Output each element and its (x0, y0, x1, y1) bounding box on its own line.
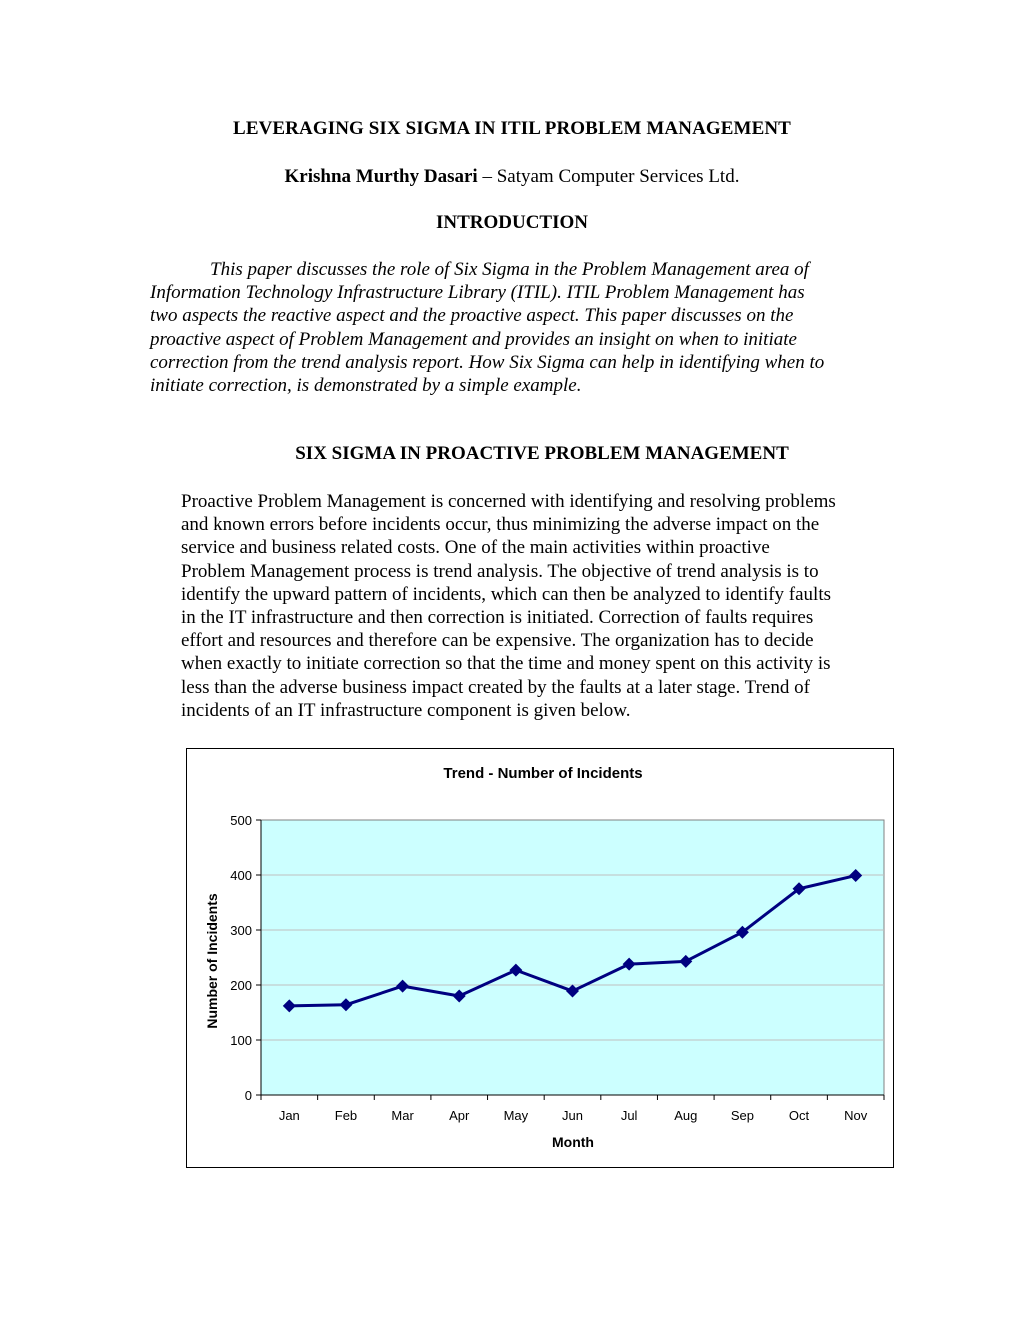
section-line: Problem Management process is trend analysis. The objective of trend analysis is to (181, 560, 819, 582)
author-line (0, 166, 1024, 188)
section-paragraph (181, 490, 881, 722)
y-tick-label: 500 (230, 813, 252, 828)
section-line: incidents of an IT infrastructure component is given below. (181, 699, 631, 721)
section-line: and known errors before incidents occur, thus minimizing the adverse impact on the (181, 514, 820, 536)
x-tick-label: Oct (788, 1108, 810, 1123)
intro-paragraph (150, 258, 880, 397)
x-axis-label: Month (552, 1134, 594, 1150)
chart-title: Trend - Number of Incidents (443, 765, 643, 782)
intro-line: correction from the trend analysis report. How Six Sigma can help in identifying when to (150, 351, 825, 373)
section-line: identify the upward pattern of incidents, which can then be analyzed to identify faults (181, 583, 832, 605)
section-heading: SIX SIGMA IN PROACTIVE PROBLEM MANAGEMENT (295, 443, 789, 464)
y-tick-label: 200 (230, 978, 252, 993)
intro-line: proactive aspect of Problem Management and provides an insight on when to initiate (150, 328, 797, 350)
plot-area (261, 820, 884, 1095)
section-line: when exactly to initiate correction so that the time and money spent on this activity is (181, 653, 831, 675)
x-tick-label: May (503, 1108, 529, 1123)
y-axis-label: Number of Incidents (204, 893, 220, 1029)
x-tick-label: Feb (334, 1108, 358, 1123)
x-tick-label: Aug (674, 1108, 698, 1123)
section-line: less than the adverse business impact created by the faults at a later stage. Trend of (181, 676, 810, 698)
y-tick-label: 300 (230, 923, 252, 938)
section-line: in the IT infrastructure and then correction is initiated. Correction of faults requires (181, 607, 814, 629)
x-tick-label: Jun (562, 1108, 583, 1123)
x-tick-label: Jul (620, 1108, 638, 1123)
y-tick-label: 100 (230, 1033, 252, 1048)
author-affiliation: – Satyam Computer Services Ltd. (477, 166, 740, 187)
x-tick-label: Apr (449, 1108, 470, 1123)
paper-title: LEVERAGING SIX SIGMA IN ITIL PROBLEM MANAGEMENT (233, 118, 791, 139)
x-tick-label: Jan (278, 1108, 300, 1123)
intro-heading: INTRODUCTION (435, 212, 589, 233)
intro-line: Information Technology Infrastructure Library (ITIL). ITIL Problem Management has (150, 282, 805, 304)
x-tick-label: Sep (730, 1108, 754, 1123)
intro-line: initiate correction, is demonstrated by a simple example. (150, 375, 582, 397)
intro-line: two aspects the reactive aspect and the proactive aspect. This paper discusses on the (150, 305, 794, 327)
x-tick-label: Nov (844, 1108, 868, 1123)
x-tick-label: Mar (391, 1108, 414, 1123)
section-line: service and business related costs. One of the main activities within proactive (181, 537, 770, 559)
chart-frame (186, 748, 894, 1168)
author-name: Krishna Murthy Dasari (284, 166, 478, 187)
intro-line: This paper discusses the role of Six Sigma in the Problem Management area of (210, 259, 809, 280)
y-tick-label: 0 (244, 1088, 252, 1103)
trend-chart (187, 749, 892, 1166)
section-line: effort and resources and therefore can be expensive. The organization has to decide (181, 630, 814, 652)
y-tick-label: 400 (230, 868, 252, 883)
section-line: Proactive Problem Management is concerned with identifying and resolving problems (181, 491, 836, 512)
